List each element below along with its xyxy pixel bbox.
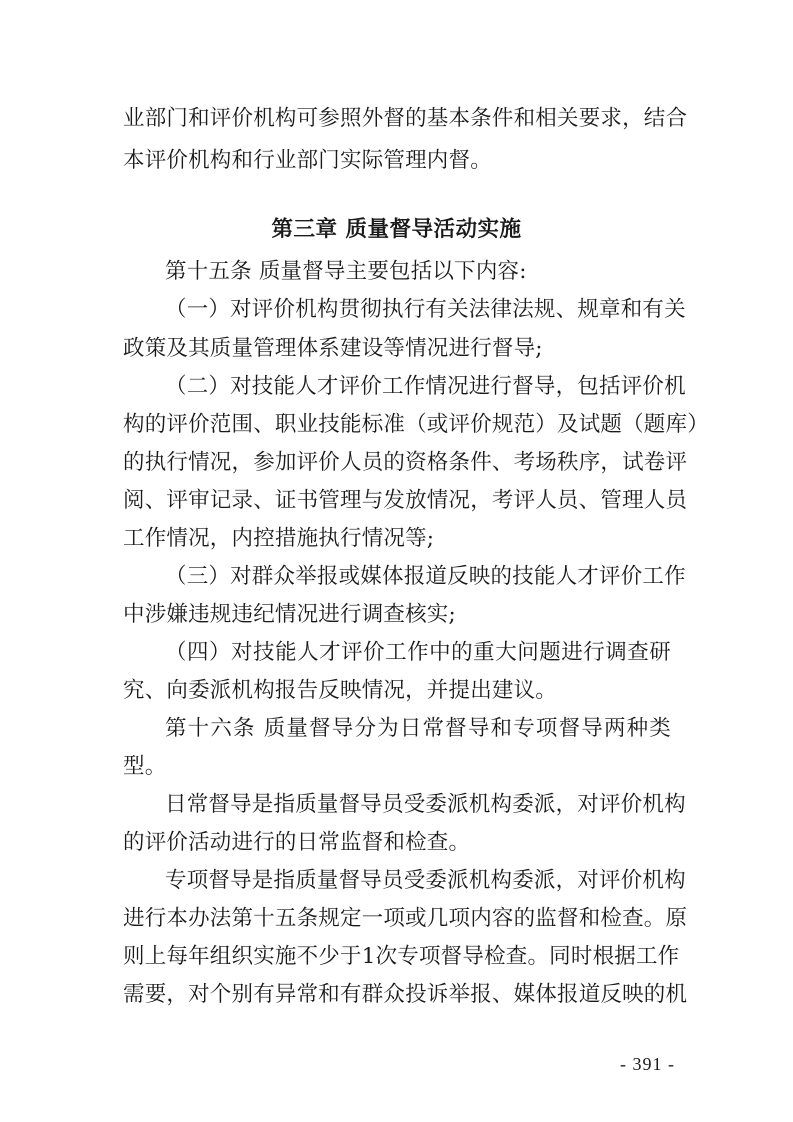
article-line: 第十五条 质量督导主要包括以下内容: <box>165 259 527 284</box>
list-item-line: 政策及其质量管理体系建设等情况进行督导; <box>123 336 543 361</box>
list-item-line: （四）对技能人才评价工作中的重大问题进行调查研 <box>165 640 671 665</box>
article-line: 第十六条 质量督导分为日常督导和专项督导两种类 <box>165 716 671 741</box>
list-item-line: 中涉嫌违规违纪情况进行调查核实; <box>123 602 456 627</box>
list-item-line: （三）对群众举报或媒体报道反映的技能人才评价工作 <box>165 564 686 589</box>
list-item-line: 工作情况，内控措施执行情况等; <box>123 526 435 551</box>
page-number: - 391 - <box>620 1054 675 1074</box>
list-item-line: （一）对评价机构贯彻执行有关法律法规、规章和有关 <box>165 297 686 322</box>
chapter-heading: 第三章 质量督导活动实施 <box>271 217 522 242</box>
list-item-line: 究、向委派机构报告反映情况，并提出建议。 <box>123 678 558 703</box>
list-item-line: （二）对技能人才评价工作情况进行督导，包括评价机 <box>165 374 686 399</box>
list-item-line: 构的评价范围、职业技能标准（或评价规范）及试题（题库） <box>123 412 709 437</box>
list-item-line: 的执行情况，参加评价人员的资格条件、考场秩序，试卷评 <box>123 450 688 475</box>
paragraph-line: 本评价机构和行业部门实际管理内督。 <box>123 148 492 173</box>
paragraph-line: 进行本办法第十五条规定一项或几项内容的监督和检查。原 <box>123 906 688 931</box>
paragraph-line: 的评价活动进行的日常监督和检查。 <box>123 830 471 855</box>
paragraph-line: 专项督导是指质量督导员受委派机构委派，对评价机构 <box>165 868 686 893</box>
paragraph-line: 日常督导是指质量督导员受委派机构委派，对评价机构 <box>165 792 686 817</box>
paragraph-line: 需要，对个别有异常和有群众投诉举报、媒体报道反映的机 <box>123 982 688 1007</box>
paragraph-line: 则上每年组织实施不少于1次专项督导检查。同时根据工作 <box>123 944 680 969</box>
list-item-line: 阅、评审记录、证书管理与发放情况，考评人员、管理人员 <box>123 488 688 513</box>
paragraph-line: 业部门和评价机构可参照外督的基本条件和相关要求，结合 <box>123 106 688 131</box>
article-line: 型。 <box>123 754 167 779</box>
